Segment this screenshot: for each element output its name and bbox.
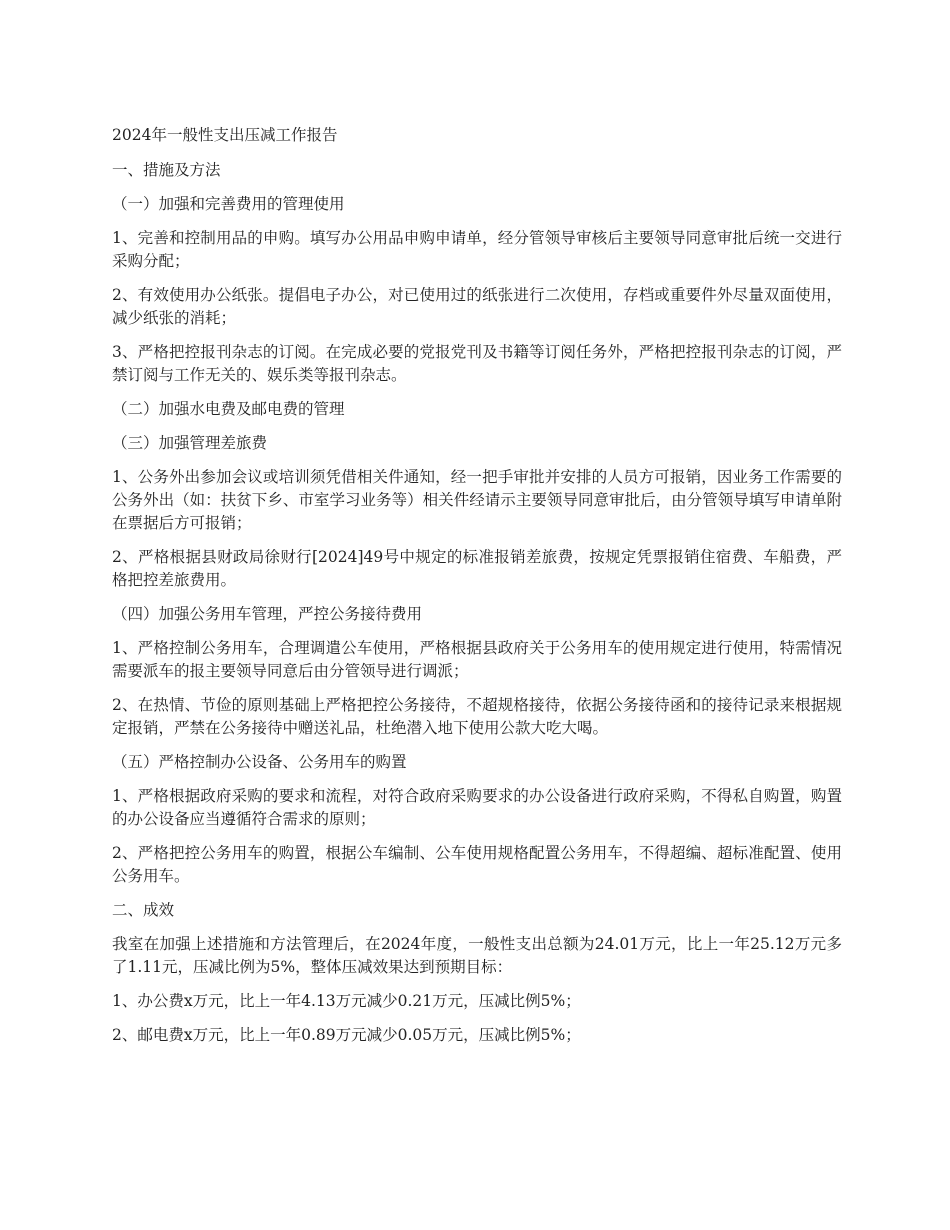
paragraph: 2、邮电费x万元，比上一年0.89万元减少0.05万元，压减比例5%；: [112, 1026, 581, 1044]
section-heading-results: 二、成效: [112, 901, 175, 919]
paragraph: 1、办公费x万元，比上一年4.13万元减少0.21万元，压减比例5%；: [112, 992, 581, 1010]
subsection-heading-2: （二）加强水电费及邮电费的管理: [112, 400, 345, 418]
subsection-heading-5: （五）严格控制办公设备、公务用车的购置: [112, 753, 407, 771]
paragraph: 3、严格把控报刊杂志的订阅。在完成必要的党报党刊及书籍等订阅任务外，严格把控报刊杂志的订阅，严禁订阅与工作无关的、娱乐类等报刊杂志。: [112, 343, 842, 384]
paragraph: 2、严格根据县财政局徐财行[2024]49号中规定的标准报销差旅费，按规定凭票报销住宿费、车船费，严格把控差旅费用。: [112, 548, 842, 589]
paragraph: 2、在热情、节俭的原则基础上严格把控公务接待，不超规格接待，依据公务接待函和的接待记录来根据规定报销，严禁在公务接待中赠送礼品，杜绝潜入地下使用公款大吃大喝。: [112, 696, 842, 737]
document-body: [112, 124, 842, 1058]
paragraph: 1、严格根据政府采购的要求和流程，对符合政府采购要求的办公设备进行政府采购，不得私自购置，购置的办公设备应当遵循符合需求的原则；: [112, 787, 842, 828]
subsection-heading-3: （三）加强管理差旅费: [112, 434, 268, 452]
subsection-heading-4: （四）加强公务用车管理，严控公务接待费用: [112, 605, 423, 623]
paragraph: 2、严格把控公务用车的购置，根据公车编制、公车使用规格配置公务用车，不得超编、超标准配置、使用公务用车。: [112, 844, 842, 885]
paragraph: 1、公务外出参加会议或培训须凭借相关件通知，经一把手审批并安排的人员方可报销，因业务工作需要的公务外出（如：扶贫下乡、市室学习业务等）相关件经请示主要领导同意审批后，由分管领导填写申请单附在票据后方可报销；: [112, 468, 842, 532]
subsection-heading-1: （一）加强和完善费用的管理使用: [112, 195, 345, 213]
document-title: 2024年一般性支出压减工作报告: [112, 126, 338, 144]
paragraph: 2、有效使用办公纸张。提倡电子办公，对已使用过的纸张进行二次使用，存档或重要件外尽量双面使用，减少纸张的消耗；: [112, 286, 842, 327]
paragraph: 1、严格控制公务用车，合理调遣公车使用，严格根据县政府关于公务用车的使用规定进行使用，特需情况需要派车的报主要领导同意后由分管领导进行调派；: [112, 639, 842, 680]
paragraph: 1、完善和控制用品的申购。填写办公用品申购申请单，经分管领导审核后主要领导同意审批后统一交进行采购分配；: [112, 229, 842, 270]
section-heading-measures: 一、措施及方法: [112, 161, 221, 179]
paragraph: 我室在加强上述措施和方法管理后，在2024年度，一般性支出总额为24.01万元，比上一年25.12万元多了1.11元，压减比例为5%，整体压减效果达到预期目标：: [112, 935, 842, 976]
